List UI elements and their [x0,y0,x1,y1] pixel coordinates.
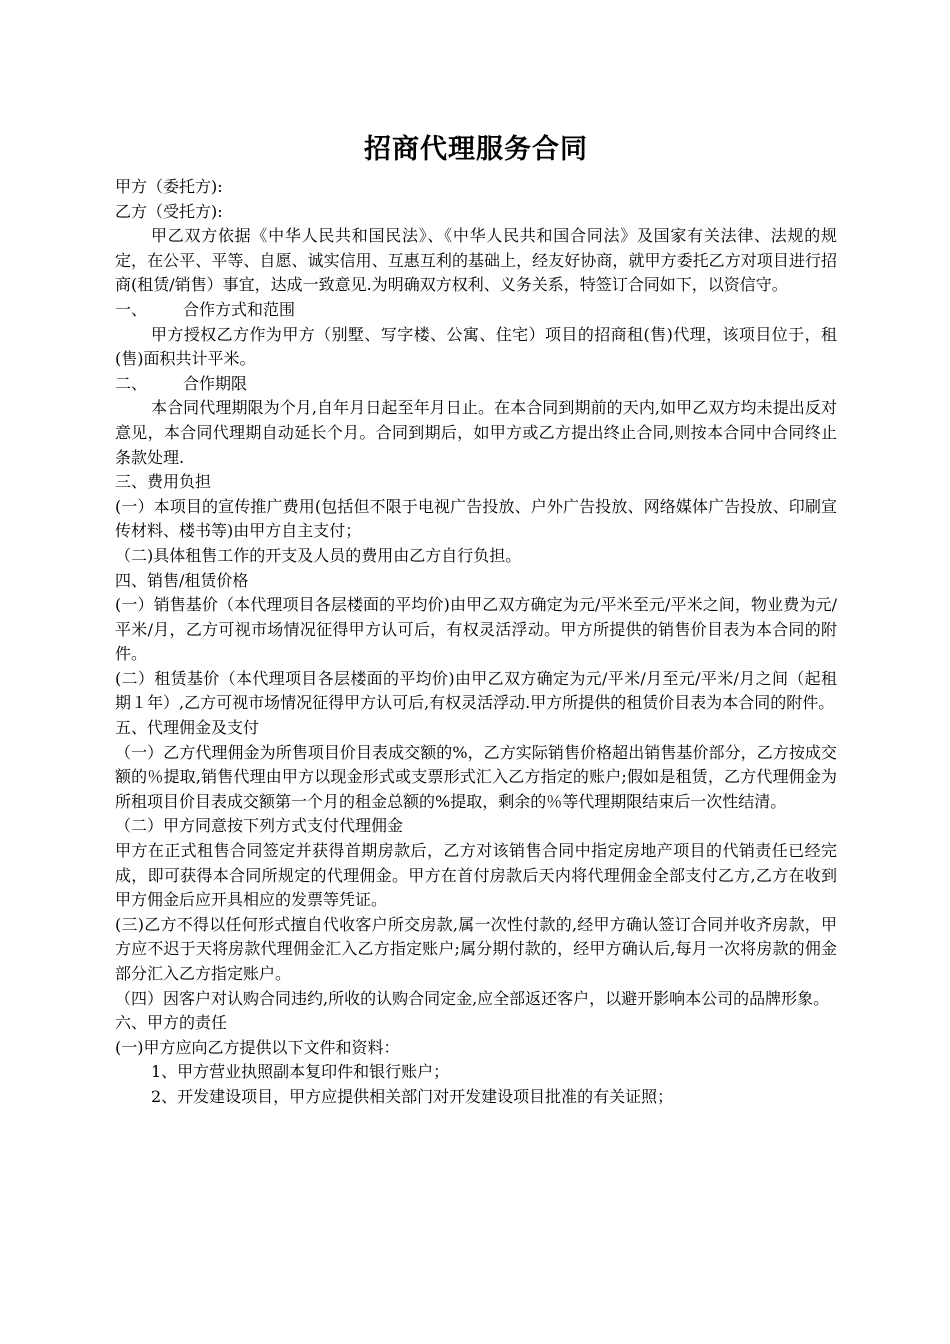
section-6-item-1: (一)甲方应向乙方提供以下文件和资料： [115,1037,400,1057]
contract-page [115,125,837,1110]
preamble-paragraph: 甲乙双方依据《中华人民共和国民法》、《中华人民共和国合同法》及国家有关法律、法规的规定，在公平、平等、自愿、诚实信用、互惠互利的基础上，经友好协商，就甲方委托乙方对项目进行招商(租赁/销售）事宜，达成一致意见.为明确双方权利、义务关系，特签订合同如下，以资信守。 [115,226,837,295]
section-6-subitem-1: 1、甲方营业执照副本复印件和银行账户； [151,1062,450,1082]
section-5-item-4: （四）因客户对认购合同违约,所收的认购合同定金,应全部返还客户，以避开影响本公司的品牌形象。 [115,988,830,1008]
section-3-item-2: （二)具体租售工作的开支及人员的费用由乙方自行负担。 [115,545,522,565]
document-title: 招商代理服务合同 [364,134,588,165]
party-a-line: 甲方（委托方): [115,177,223,196]
section-5-item-2: （二）甲方同意按下列方式支付代理佣金 [115,816,404,836]
section-1-heading [115,298,837,323]
section-3-item-1: (一）本项目的宣传推广费用(包括但不限于电视广告投放、户外广告投放、网络媒体广告投放、印刷宣传材料、楼书等)由甲方自主支付； [115,496,837,541]
section-2-title: 合作期限 [183,373,248,393]
section-5-item-3: (三)乙方不得以任何形式擅自代收客户所交房款,属一次性付款的,经甲方确认签订合同并收齐房款，甲方应不迟于天将房款代理佣金汇入乙方指定账户;属分期付款的，经甲方确认后,每月一次将房款的佣金部分汇入乙方指定账户。 [115,914,837,983]
party-b-line: 乙方（受托方): [115,201,223,221]
section-5-heading: 五、代理佣金及支付 [115,718,260,738]
section-1-number: 一、 [115,299,148,319]
section-4-heading: 四、销售/租赁价格 [115,570,249,590]
section-4-item-2: (二）租赁基价（本代理项目各层楼面的平均价)由甲乙双方确定为元/平米/月至元/平米/月之间（起租期１年）,乙方可视市场情况征得甲方认可后,有权灵活浮动.甲方所提供的租赁价目表为本合同的附件。 [115,668,837,713]
section-6-subitem-2: 2、开发建设项目，甲方应提供相关部门对开发建设项目批准的有关证照； [151,1086,674,1106]
section-2-heading [115,372,837,397]
section-1-body: 甲方授权乙方作为甲方（别墅、写字楼、公寓、住宅）项目的招商租(售)代理，该项目位于，租(售)面积共计平米。 [115,324,837,369]
section-6-heading: 六、甲方的责任 [115,1013,228,1033]
section-4-item-1: (一）销售基价（本代理项目各层楼面的平均价)由甲乙双方确定为元/平米至元/平米之间，物业费为元/平米/月，乙方可视市场情况征得甲方认可后，有权灵活浮动。甲方所提供的销售价目表为本合同的附件。 [115,595,837,664]
section-3-heading: 三、费用负担 [115,472,212,492]
section-2-body: 本合同代理期限为个月,自年月日起至年月日止。在本合同到期前的天内,如甲乙双方均未提出反对意见，本合同代理期自动延长个月。合同到期后，如甲方或乙方提出终止合同,则按本合同中合同终止条款处理. [115,398,837,467]
section-2-number: 二、 [115,373,148,393]
section-5-item-1: （一）乙方代理佣金为所售项目价目表成交额的%，乙方实际销售价格超出销售基价部分，乙方按成交额的％提取,销售代理由甲方以现金形式或支票形式汇入乙方指定的账户;假如是租赁，乙方代理佣金为所租项目价目表成交额第一个月的租金总额的%提取，剩余的％等代理期限结束后一次性结清。 [115,742,837,811]
section-1-title: 合作方式和范围 [183,299,296,319]
section-5-item-2-body: 甲方在正式租售合同签定并获得首期房款后，乙方对该销售合同中指定房地产项目的代销责任已经完成，即可获得本合同所规定的代理佣金。甲方在首付房款后天内将代理佣金全部支付乙方,乙方在收到甲方佣金后应开具相应的发票等凭证。 [115,841,837,910]
